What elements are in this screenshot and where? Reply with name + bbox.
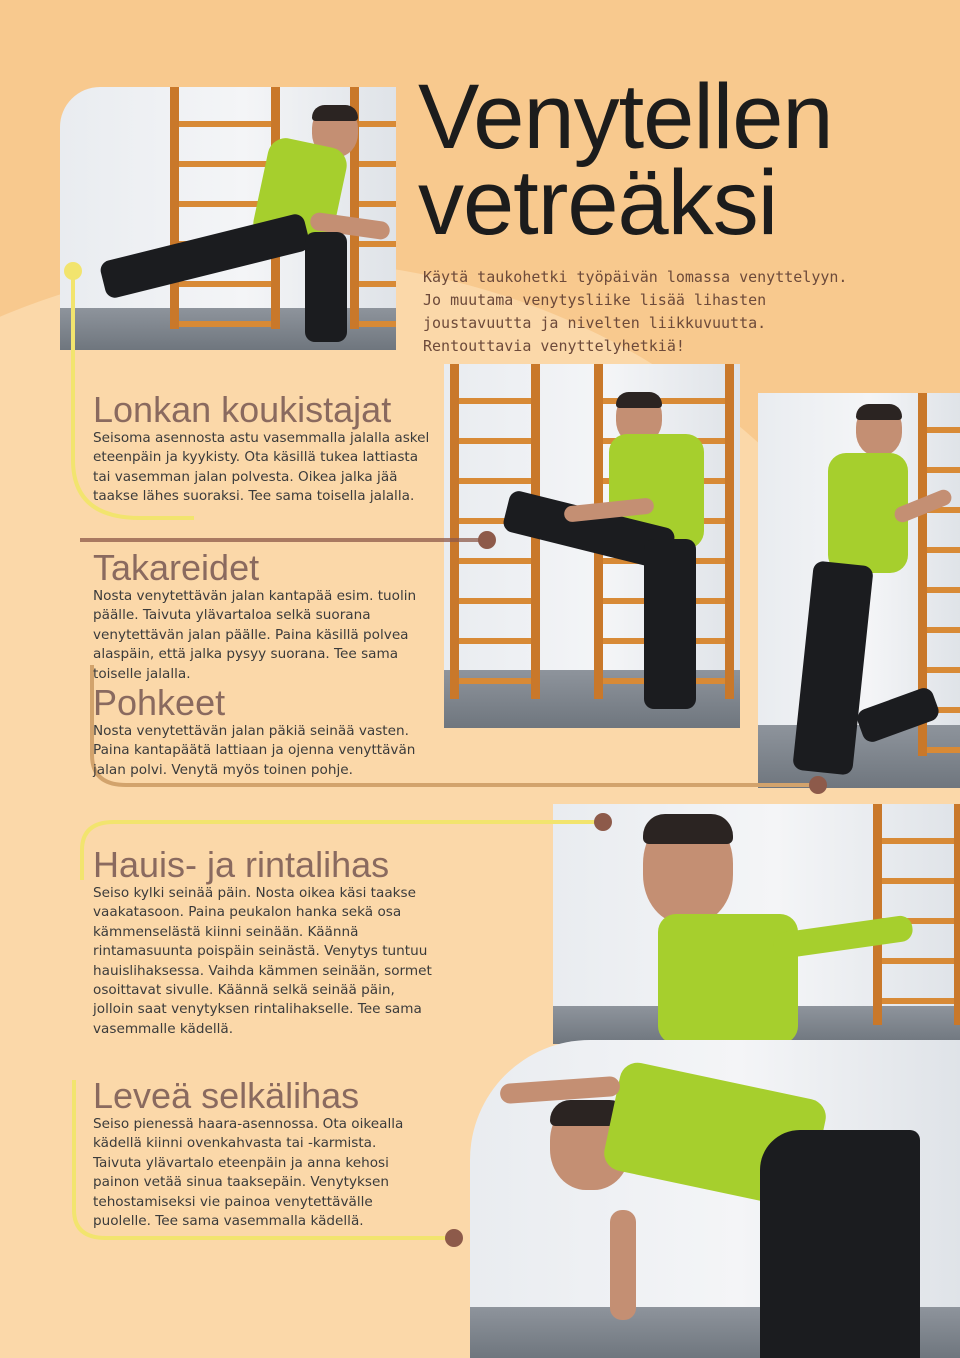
section-title-biceps-chest: Hauis- ja rintalihas	[93, 844, 390, 885]
title-line-2: vetreäksi	[418, 152, 778, 254]
section-title-hip-flexors: Lonkan koukistajat	[93, 389, 392, 430]
section-text-latissimus: Seiso pienessä haara-asennossa. Ota oikealla kädellä kiinni ovenkahvasta tai -karmista. Taivuta ylävartalo eteenpäin ja anna kehosi painon vetää sinua taaksepäin. Venytyksen tehostamiseksi vie painoa venytettävälle puolelle. Tee sama vasemmalla kädellä.	[93, 1116, 404, 1230]
section-text-calves: Nosta venytettävän jalan päkiä seinää vasten. Paina kantapäätä lattiaan ja ojenna venyttävän jalan polvi. Venytä myös toinen pohje.	[93, 723, 416, 778]
page-title	[418, 66, 833, 254]
section-title-hamstrings: Takareidet	[93, 547, 260, 588]
section-text-hamstrings: Nosta venytettävän jalan kantapää esim. tuolin päälle. Taivuta ylävartaloa selkä suorana venytettävän jalan päälle. Paina käsillä polvea alaspäin, että jalka pysyy suorana. Tee sama toiselle jalalla.	[93, 588, 417, 682]
section-text-hip-flexors: Seisoma asennosta astu vasemmalla jalalla askel eteenpäin ja kyykisty. Ota käsillä tukea lattiasta tai vasemman jalan polvesta. Oikea jalka jää taakse lähes suoraksi. Tee sama toisella jalalla.	[93, 430, 430, 505]
photo-latissimus-stretch	[470, 1040, 960, 1358]
section-title-calves: Pohkeet	[93, 682, 226, 723]
section-title-latissimus: Leveä selkälihas	[93, 1075, 360, 1116]
person-bending-forward	[490, 1060, 960, 1358]
title-line-1: Venytellen	[418, 66, 833, 168]
person-leg-raised	[484, 374, 740, 714]
intro-text: Käytä taukohetki työpäivän lomassa venyttelyyn. Jo muutama venytysliike lisää lihasten joustavuutta ja nivelten liikkuvuutta. Rentouttavia venyttelyhetkiä!	[423, 268, 848, 355]
section-text-biceps-chest: Seiso kylki seinää päin. Nosta oikea käsi taakse vaakatasoon. Paina peukalon hanka sekä osa kämmenselästä kiinni seinään. Käännä rintamasuunta poispäin seinästä. Venytys tuntuu hauislihaksessa. Vaihda kämmen seinään, sormet osoittavat sivulle. Käännä selkä seinää päin, jolloin saat venytyksen rintalihakselle. Tee sama vasemmalle kädellä.	[93, 885, 432, 1037]
person-arm-on-wall	[623, 814, 953, 1044]
